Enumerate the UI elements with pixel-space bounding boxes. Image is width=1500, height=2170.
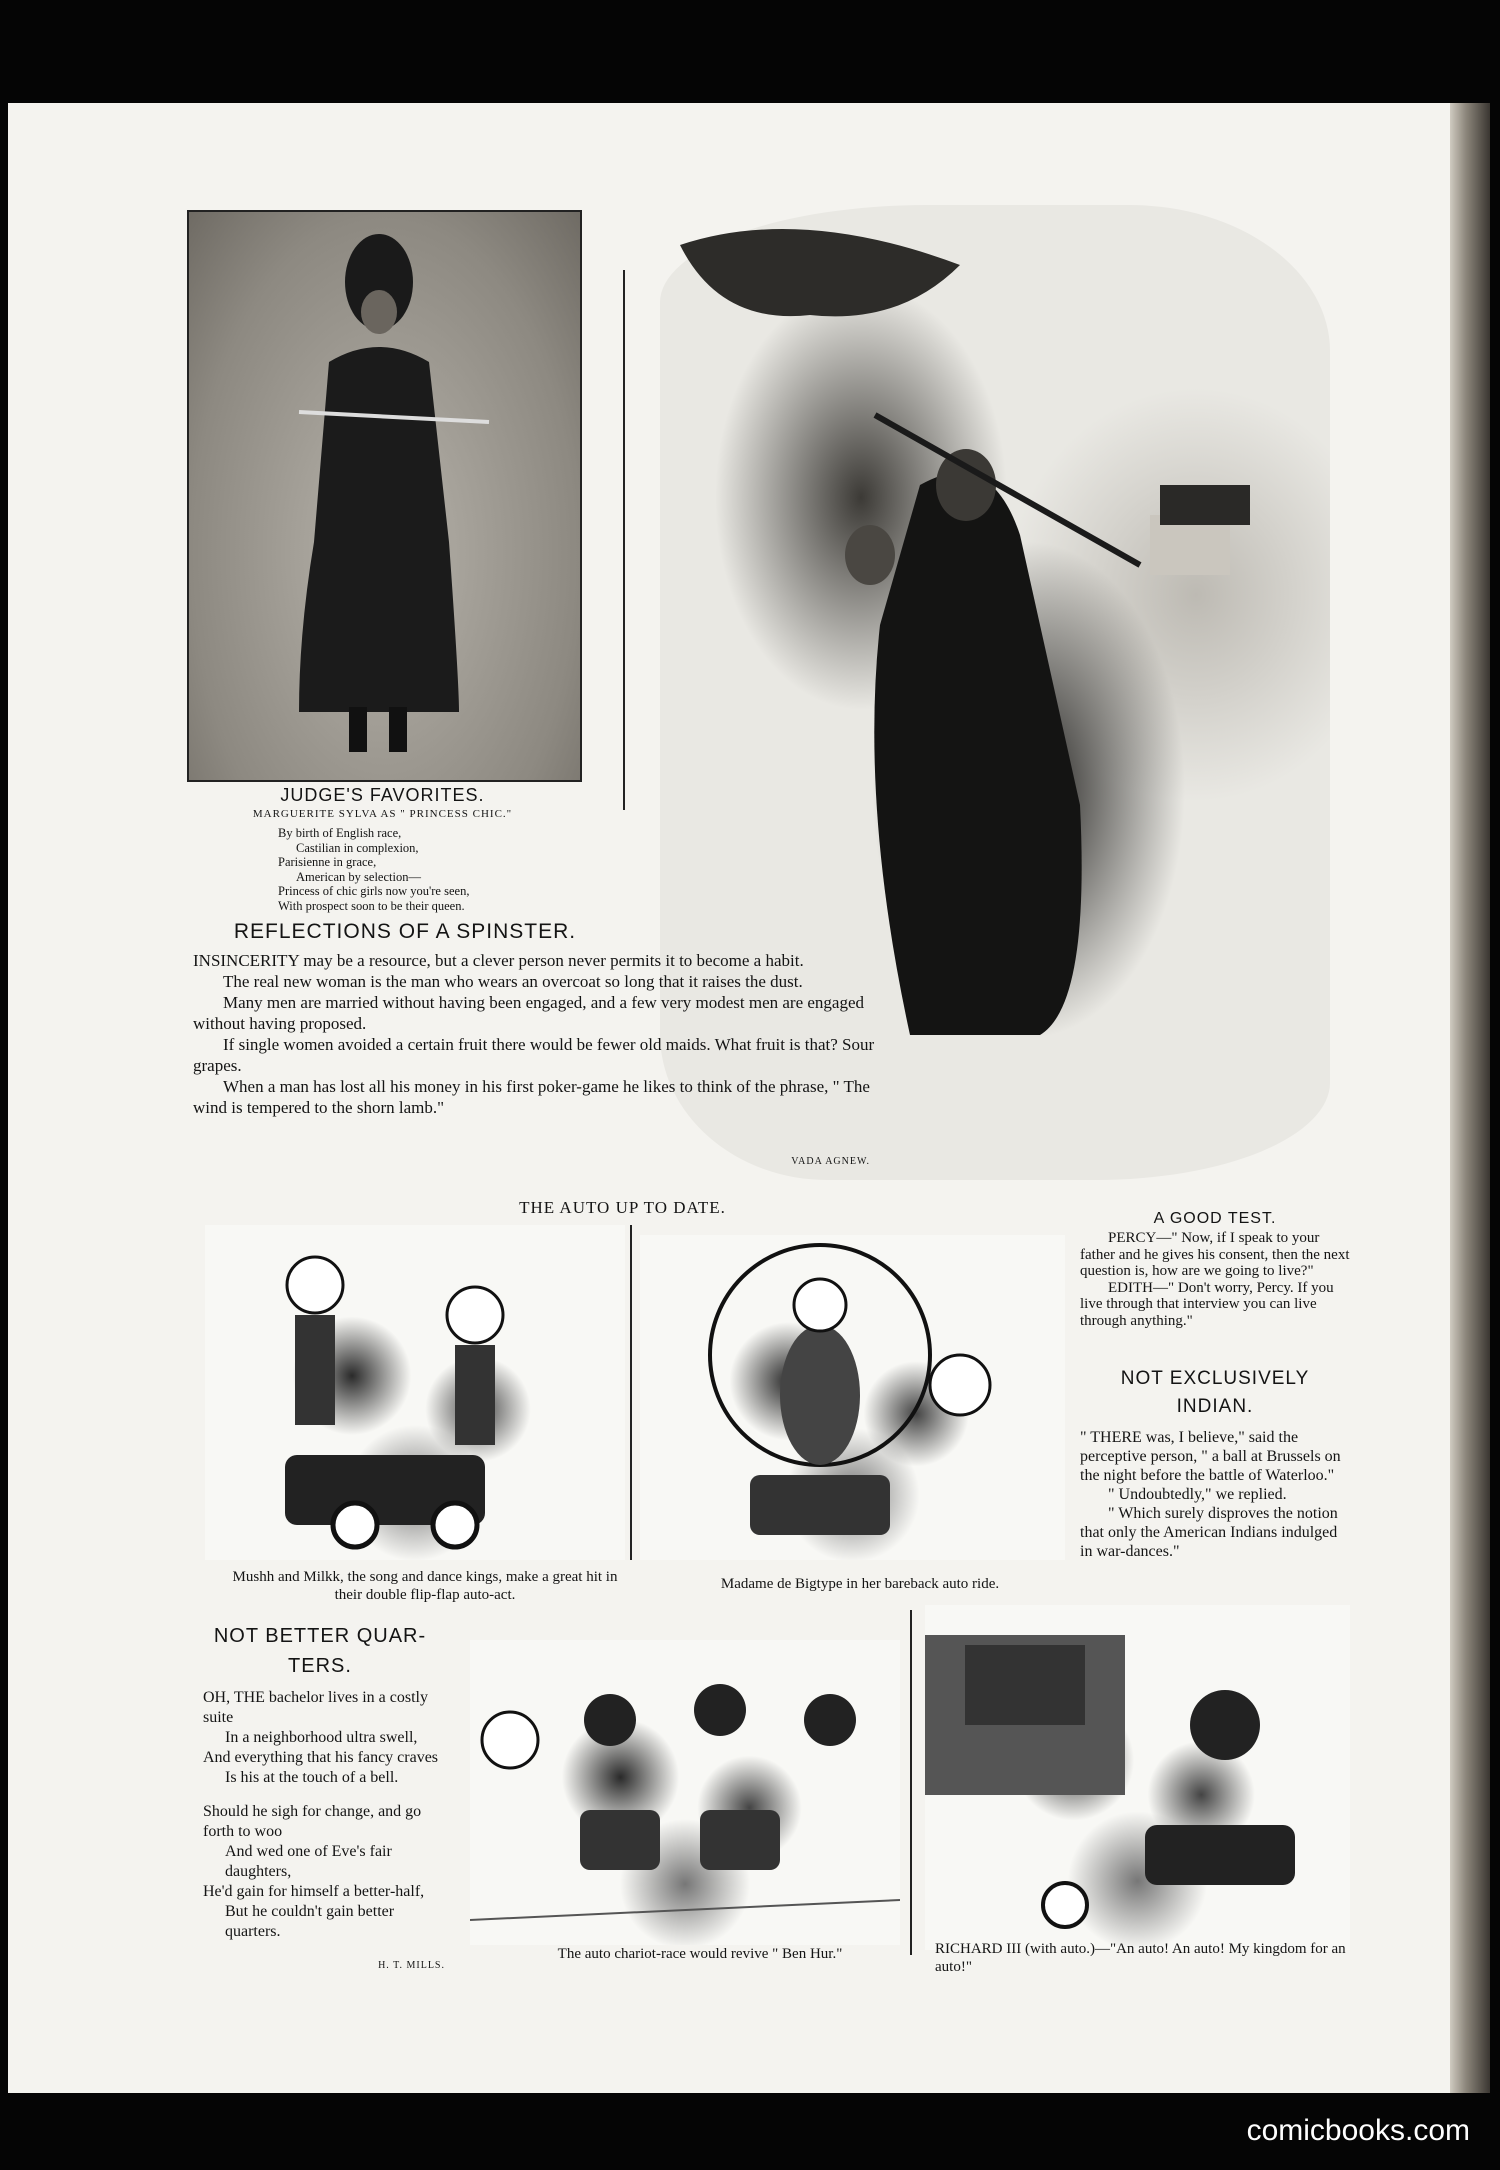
dialogue-line: PERCY—" Now, if I speak to your father and he gives his consent, then the next question is, how are we going to live?"	[1080, 1230, 1350, 1279]
good-test-text	[1080, 1230, 1350, 1329]
paragraph: " Which surely disproves the notion that only the American Indians indulged in war-dances."	[1080, 1505, 1338, 1560]
not-better-quarters-author: H. T. MILLS.	[378, 1960, 445, 1971]
chariot-race-caption: The auto chariot-race would revive " Ben Hur."	[557, 1946, 843, 1962]
verse-line: With prospect soon to be their queen.	[278, 898, 465, 913]
chariot-race-icon	[470, 1640, 900, 1945]
verse-line: But he couldn't gain better quarters.	[225, 1903, 395, 1940]
verse-line: By birth of English race,	[278, 826, 402, 840]
not-better-quarters-poem	[203, 1688, 448, 1942]
verse-line: Is his at the touch of a bell.	[225, 1769, 399, 1786]
paragraph: " THERE was, I believe," said the perceptive person, " a ball at Brussels on the night before the battle of Waterloo."	[1080, 1429, 1341, 1484]
mushh-milkk-cartoon	[205, 1225, 625, 1560]
paragraph: If single women avoided a certain fruit there would be fewer old maids. What fruit is that? Sour grapes.	[193, 1035, 875, 1075]
verse-line: And wed one of Eve's fair daughters,	[225, 1843, 392, 1880]
verse-line: In a neighborhood ultra swell,	[225, 1729, 418, 1746]
dancing-figures-icon	[205, 1225, 625, 1560]
paragraph: " Undoubtedly," we replied.	[1108, 1486, 1287, 1503]
actress-figure-icon	[189, 212, 580, 780]
richard-iii-caption: RICHARD III (with auto.)—"An auto! An auto! My kingdom for an auto!"	[935, 1941, 1346, 1975]
not-exclusively-indian-title-2: INDIAN.	[1176, 1396, 1254, 1417]
theatre-stage-icon	[925, 1605, 1350, 1950]
verse-line: OH, THE bachelor lives in a costly suite	[203, 1689, 428, 1726]
reflections-author: VADA AGNEW.	[791, 1156, 870, 1167]
judge-favorites-subtitle: MARGUERITE SYLVA AS " PRINCESS CHIC."	[252, 808, 513, 820]
verse-line: Should he sigh for change, and go forth to woo	[203, 1803, 422, 1840]
watermark: comicbooks.com	[1246, 2114, 1470, 2147]
paragraph: INSINCERITY may be a resource, but a clever person never permits it to become a habit.	[193, 951, 804, 970]
judge-favorites-verse	[278, 826, 598, 913]
verse-line: Parisienne in grace,	[278, 855, 377, 869]
auto-up-to-date-title: THE AUTO UP TO DATE.	[519, 1198, 726, 1217]
verse-line: He'd gain for himself a better-half,	[203, 1883, 425, 1900]
not-exclusively-indian-title-1: NOT EXCLUSIVELY	[1120, 1368, 1310, 1389]
cartoon-divider	[910, 1610, 912, 1955]
chariot-race-cartoon	[470, 1640, 900, 1945]
verse-line: Castilian in complexion,	[296, 840, 419, 855]
paragraph: The real new woman is the man who wears an overcoat so long that it raises the dust.	[223, 972, 803, 991]
mushh-milkk-caption: Mushh and Milkk, the song and dance kings, make a great hit in their double flip-flap auto-act.	[232, 1569, 618, 1603]
verse-line: American by selection—	[296, 869, 421, 884]
cartoon-divider	[630, 1225, 632, 1560]
not-exclusively-indian-text	[1080, 1428, 1350, 1561]
marguerite-sylva-photo	[187, 210, 582, 782]
dialogue-line: EDITH—" Don't worry, Percy. If you live through that interview you can live through anything."	[1080, 1279, 1334, 1329]
column-divider	[623, 270, 625, 810]
paragraph: When a man has lost all his money in his first poker-game he likes to think of the phrase, " The wind is tempered to the shorn lamb."	[193, 1077, 870, 1117]
not-better-quarters-title-2: TERS.	[288, 1655, 352, 1677]
reflections-title: REFLECTIONS OF A SPINSTER.	[233, 920, 577, 943]
verse-line: And everything that his fancy craves	[203, 1749, 439, 1766]
verse-line: Princess of chic girls now you're seen,	[278, 884, 470, 898]
bareback-rider-icon	[640, 1235, 1065, 1560]
good-test-title: A GOOD TEST.	[1153, 1210, 1277, 1227]
judge-favorites-title: JUDGE'S FAVORITES.	[280, 785, 485, 805]
bigtype-cartoon	[640, 1235, 1065, 1560]
richard-iii-cartoon	[925, 1605, 1350, 1950]
page-spine	[1450, 103, 1490, 2093]
paragraph: Many men are married without having been engaged, and a few very modest men are engaged without having proposed.	[193, 993, 865, 1033]
bigtype-caption: Madame de Bigtype in her bareback auto ride.	[720, 1576, 1000, 1592]
reflections-text	[193, 950, 883, 1118]
not-better-quarters-title-1: NOT BETTER QUAR-	[213, 1625, 427, 1647]
